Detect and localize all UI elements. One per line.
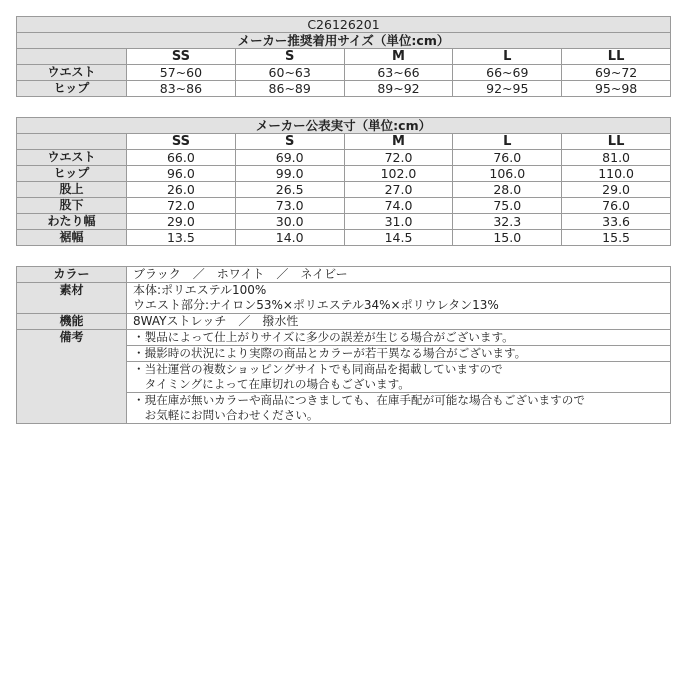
table-cell: 29.0: [562, 182, 671, 198]
table-cell: 86~89: [235, 81, 344, 97]
table-cell: 99.0: [235, 166, 344, 182]
table-cell: 66~69: [453, 65, 562, 81]
table-cell: 14.5: [344, 230, 453, 246]
table-cell: 110.0: [562, 166, 671, 182]
recommended-size-table: [16, 16, 671, 97]
table-cell: 29.0: [127, 214, 236, 230]
material-line: ウエスト部分:ナイロン53%×ポリエステル34%×ポリウレタン13%: [127, 298, 671, 314]
table-cell: 69.0: [235, 150, 344, 166]
table-cell: 83~86: [127, 81, 236, 97]
measured-size-title: メーカー公表実寸（単位:cm）: [17, 118, 671, 134]
note-line: タイミングによって在庫切れの場合もございます。: [127, 377, 671, 393]
row-label: ウエスト: [17, 65, 127, 81]
row-label: ヒップ: [17, 166, 127, 182]
size-header-row: [17, 49, 671, 65]
note-line: ・製品によって仕上がりサイズに多少の誤差が生じる場合がございます。: [127, 330, 671, 346]
note-line: ・当社運営の複数ショッピングサイトでも同商品を掲載していますので: [127, 362, 671, 378]
table-row: [17, 182, 671, 198]
note-line: ・現在庫が無いカラーや商品につきましても、在庫手配が可能な場合もございますので: [127, 393, 671, 409]
table-cell: 28.0: [453, 182, 562, 198]
material-line: 本体:ポリエステル100%: [127, 283, 671, 299]
table-cell: 76.0: [562, 198, 671, 214]
table-row: [17, 230, 671, 246]
note-line: お気軽にお問い合わせください。: [127, 408, 671, 424]
table-cell: 69~72: [562, 65, 671, 81]
row-label: ウエスト: [17, 150, 127, 166]
table-cell: 57~60: [127, 65, 236, 81]
recommended-size-title: メーカー推奨着用サイズ（単位:cm）: [17, 33, 671, 49]
table-cell: 89~92: [344, 81, 453, 97]
size-header: L: [453, 49, 562, 65]
table-cell: 30.0: [235, 214, 344, 230]
table-row: [17, 65, 671, 81]
function-value: 8WAYストレッチ ／ 撥水性: [127, 314, 671, 330]
table-cell: 73.0: [235, 198, 344, 214]
table-cell: 26.0: [127, 182, 236, 198]
info-row-function: [17, 314, 671, 330]
table-cell: 27.0: [344, 182, 453, 198]
table-cell: 15.0: [453, 230, 562, 246]
table-cell: 81.0: [562, 150, 671, 166]
color-value: ブラック ／ ホワイト ／ ネイビー: [127, 267, 671, 283]
size-header: M: [344, 49, 453, 65]
color-label: カラー: [17, 267, 127, 283]
table-cell: 15.5: [562, 230, 671, 246]
table-cell: 96.0: [127, 166, 236, 182]
table-cell: 92~95: [453, 81, 562, 97]
table-cell: 76.0: [453, 150, 562, 166]
size-header: SS: [127, 49, 236, 65]
info-row-color: [17, 267, 671, 283]
function-label: 機能: [17, 314, 127, 330]
table-cell: 95~98: [562, 81, 671, 97]
table-cell: 33.6: [562, 214, 671, 230]
note-line: ・撮影時の状況により実際の商品とカラーが若干異なる場合がございます。: [127, 346, 671, 362]
size-header: LL: [562, 134, 671, 150]
size-header: M: [344, 134, 453, 150]
info-row-material: [17, 283, 671, 299]
table-cell: 14.0: [235, 230, 344, 246]
table-cell: 66.0: [127, 150, 236, 166]
table-cell: 102.0: [344, 166, 453, 182]
material-label: 素材: [17, 283, 127, 314]
size-header-row: [17, 134, 671, 150]
size-header: S: [235, 134, 344, 150]
row-label: 股下: [17, 198, 127, 214]
table-cell: 106.0: [453, 166, 562, 182]
table-row: [17, 150, 671, 166]
row-label: ヒップ: [17, 81, 127, 97]
size-header: LL: [562, 49, 671, 65]
info-row-notes: [17, 330, 671, 346]
table-row: [17, 81, 671, 97]
size-header: L: [453, 134, 562, 150]
blank-cell: [17, 134, 127, 150]
table-cell: 13.5: [127, 230, 236, 246]
notes-label: 備考: [17, 330, 127, 424]
table-cell: 63~66: [344, 65, 453, 81]
table-cell: 26.5: [235, 182, 344, 198]
table-row: [17, 214, 671, 230]
blank-cell: [17, 49, 127, 65]
table-row: [17, 198, 671, 214]
measured-size-table: [16, 117, 671, 246]
table-row: [17, 166, 671, 182]
table-cell: 72.0: [344, 150, 453, 166]
product-info-table: [16, 266, 671, 424]
table-cell: 74.0: [344, 198, 453, 214]
size-header: S: [235, 49, 344, 65]
row-label: 裾幅: [17, 230, 127, 246]
table-cell: 72.0: [127, 198, 236, 214]
table-cell: 32.3: [453, 214, 562, 230]
size-header: SS: [127, 134, 236, 150]
row-label: わたり幅: [17, 214, 127, 230]
product-code: C26126201: [17, 17, 671, 33]
table-cell: 60~63: [235, 65, 344, 81]
row-label: 股上: [17, 182, 127, 198]
table-cell: 31.0: [344, 214, 453, 230]
table-cell: 75.0: [453, 198, 562, 214]
